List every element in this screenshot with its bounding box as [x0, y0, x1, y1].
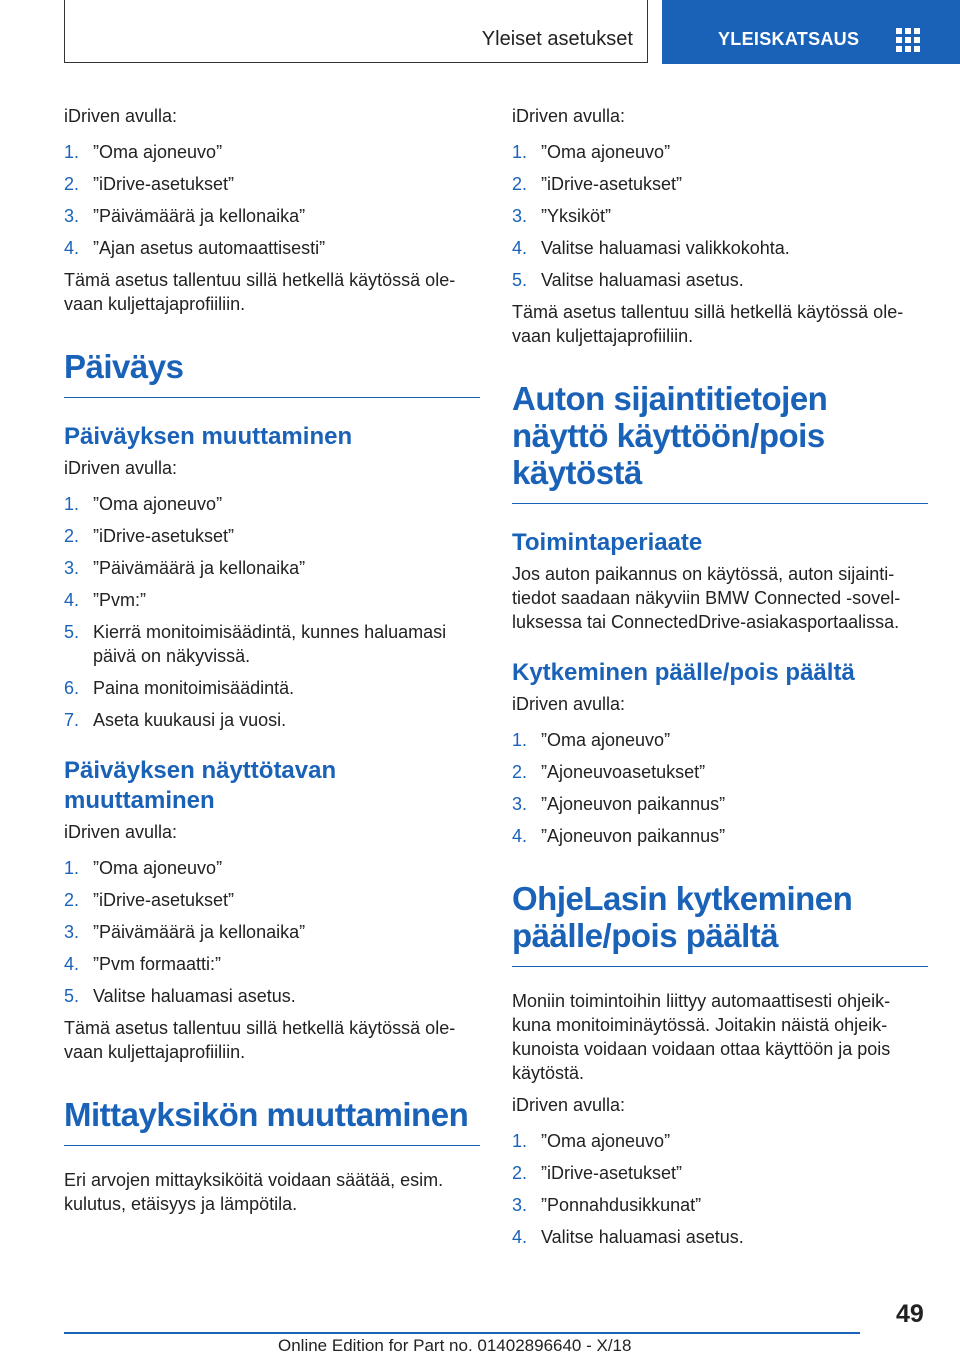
list-item [64, 236, 480, 260]
list-item [512, 1129, 928, 1153]
list-item [64, 888, 480, 912]
step-number: 5. [512, 270, 528, 290]
step-number: 1. [64, 142, 80, 162]
step-list [64, 856, 480, 1008]
step-text: ”Oma ajoneuvo” [541, 730, 671, 750]
step-number: 5. [64, 986, 80, 1006]
footer-edition: Online Edition for Part no. 01402896640 - X/18 [278, 1336, 632, 1355]
list-item [512, 1225, 928, 1249]
step-text: ”iDrive-asetukset” [541, 174, 683, 194]
right-column [512, 104, 928, 1257]
step-number: 4. [64, 238, 80, 258]
step-text: ”Päivämäärä ja kellonaika” [93, 922, 306, 942]
step-number: 2. [512, 174, 528, 194]
step-list [512, 728, 928, 848]
list-item [64, 984, 480, 1008]
step-text: ”iDrive-asetukset” [93, 174, 235, 194]
step-number: 1. [512, 1131, 528, 1151]
list-item [64, 172, 480, 196]
step-number: 4. [64, 590, 80, 610]
heading-location: Auton sijaintitietojen näyttö käyttöön/pois käytöstä [512, 380, 928, 504]
list-item [512, 204, 928, 228]
step-text: Valitse haluamasi asetus. [541, 270, 744, 290]
step-text: ”Oma ajoneuvo” [541, 142, 671, 162]
step-number: 3. [512, 206, 528, 226]
intro-text: iDriven avulla: [512, 1095, 626, 1115]
intro-text: iDriven avulla: [64, 106, 178, 126]
step-text: Paina monitoimisäädintä. [93, 678, 295, 698]
list-item [64, 524, 480, 548]
list-item [512, 1161, 928, 1185]
step-text: Valitse haluamasi asetus. [541, 1227, 744, 1247]
step-number: 3. [64, 558, 80, 578]
heading-units: Mittayksikön muuttaminen [64, 1096, 480, 1146]
step-number: 7. [64, 710, 80, 730]
footer-divider [64, 1332, 860, 1334]
paragraph: Tämä asetus tallentuu sillä hetkellä käytössä ole-vaan kuljettajaprofiiliin. [64, 1018, 456, 1062]
step-number: 4. [64, 954, 80, 974]
heading-date-change: Päiväyksen muuttaminen [64, 423, 353, 450]
list-item [512, 760, 928, 784]
list-item [512, 140, 928, 164]
step-text: ”Oma ajoneuvo” [93, 142, 223, 162]
step-text: ”Pvm formaatti:” [93, 954, 222, 974]
step-number: 3. [512, 1195, 528, 1215]
step-list [512, 1129, 928, 1249]
list-item [64, 856, 480, 880]
step-number: 5. [64, 622, 80, 642]
step-text: ”Ajan asetus automaattisesti” [93, 238, 326, 258]
list-item [64, 492, 480, 516]
list-item [64, 204, 480, 228]
step-text: ”Päivämäärä ja kellonaika” [93, 558, 306, 578]
step-number: 1. [512, 142, 528, 162]
step-number: 1. [64, 858, 80, 878]
step-text: ”Yksiköt” [541, 206, 612, 226]
list-item [512, 824, 928, 848]
step-text: Aseta kuukausi ja vuosi. [93, 710, 287, 730]
overview-tab-label: YLEISKATSAUS [718, 29, 860, 49]
list-item [512, 172, 928, 196]
step-text: ”Ajoneuvon paikannus” [541, 826, 726, 846]
list-item [64, 140, 480, 164]
page-number: 49 [896, 1300, 924, 1328]
step-list [64, 140, 480, 260]
step-list [512, 140, 928, 292]
step-number: 3. [512, 794, 528, 814]
list-item [64, 952, 480, 976]
heading-help: OhjeLasin kytkeminen päälle/pois päältä [512, 880, 928, 967]
step-text: ”iDrive-asetukset” [541, 1163, 683, 1183]
list-item [64, 676, 480, 700]
step-text: ”iDrive-asetukset” [93, 890, 235, 910]
intro-text: iDriven avulla: [64, 458, 178, 478]
list-item [64, 556, 480, 580]
intro-text: iDriven avulla: [64, 822, 178, 842]
list-item [512, 728, 928, 752]
step-number: 2. [64, 174, 80, 194]
paragraph: Tämä asetus tallentuu sillä hetkellä käytössä ole-vaan kuljettajaprofiiliin. [64, 270, 456, 314]
step-number: 4. [512, 826, 528, 846]
step-number: 6. [64, 678, 80, 698]
step-text: ”Ajoneuvoasetukset” [541, 762, 706, 782]
intro-text: iDriven avulla: [512, 106, 626, 126]
list-item [64, 708, 480, 732]
heading-principle: Toimintaperiaate [512, 529, 703, 556]
step-text: ”iDrive-asetukset” [93, 526, 235, 546]
step-number: 4. [512, 1227, 528, 1247]
section-title: Yleiset asetukset [481, 28, 633, 50]
step-text: Valitse haluamasi asetus. [93, 986, 296, 1006]
list-item [64, 620, 480, 668]
paragraph: Tämä asetus tallentuu sillä hetkellä käytössä ole-vaan kuljettajaprofiiliin. [512, 302, 904, 346]
heading-date: Päiväys [64, 348, 480, 398]
step-text: ”Ajoneuvon paikannus” [541, 794, 726, 814]
header-section [64, 0, 648, 63]
grid-icon [896, 28, 922, 52]
step-number: 2. [64, 890, 80, 910]
step-text: Kierrä monitoimisäädintä, kunnes haluamasi päivä on näkyvissä. [93, 622, 447, 666]
step-number: 1. [512, 730, 528, 750]
step-number: 2. [512, 1163, 528, 1183]
list-item [512, 268, 928, 292]
step-number: 2. [512, 762, 528, 782]
list-item [512, 792, 928, 816]
intro-text: iDriven avulla: [512, 694, 626, 714]
step-number: 1. [64, 494, 80, 514]
paragraph: Moniin toimintoihin liittyy automaattisesti ohjeik-kuna monitoiminäytössä. Joitakin näistä ohjeik-kunoista voidaan voidaan ottaa käyttöön ja pois käytöstä. [512, 991, 891, 1083]
list-item [64, 588, 480, 612]
step-text: Valitse haluamasi valikkokohta. [541, 238, 790, 258]
heading-date-format: Päiväyksen näyttötavan muuttaminen [64, 757, 337, 814]
list-item [512, 1193, 928, 1217]
overview-tab[interactable] [662, 0, 960, 64]
list-item [64, 920, 480, 944]
step-text: ”Oma ajoneuvo” [93, 858, 223, 878]
step-text: ”Oma ajoneuvo” [93, 494, 223, 514]
step-text: ”Päivämäärä ja kellonaika” [93, 206, 306, 226]
paragraph: Eri arvojen mittayksiköitä voidaan säätää, esim. kulutus, etäisyys ja lämpötila. [64, 1170, 444, 1214]
step-number: 2. [64, 526, 80, 546]
list-item [512, 236, 928, 260]
paragraph: Jos auton paikannus on käytössä, auton sijainti-tiedot saadaan näkyviin BMW Connected -sovel-luksessa tai ConnectedDrive-asiakasportaalissa. [512, 564, 901, 632]
step-list [64, 492, 480, 732]
step-text: ”Pvm:” [93, 590, 146, 610]
step-number: 4. [512, 238, 528, 258]
step-number: 3. [64, 206, 80, 226]
left-column [64, 104, 480, 1224]
heading-toggle: Kytkeminen päälle/pois päältä [512, 659, 855, 686]
step-number: 3. [64, 922, 80, 942]
step-text: ”Oma ajoneuvo” [541, 1131, 671, 1151]
step-text: ”Ponnahdusikkunat” [541, 1195, 702, 1215]
